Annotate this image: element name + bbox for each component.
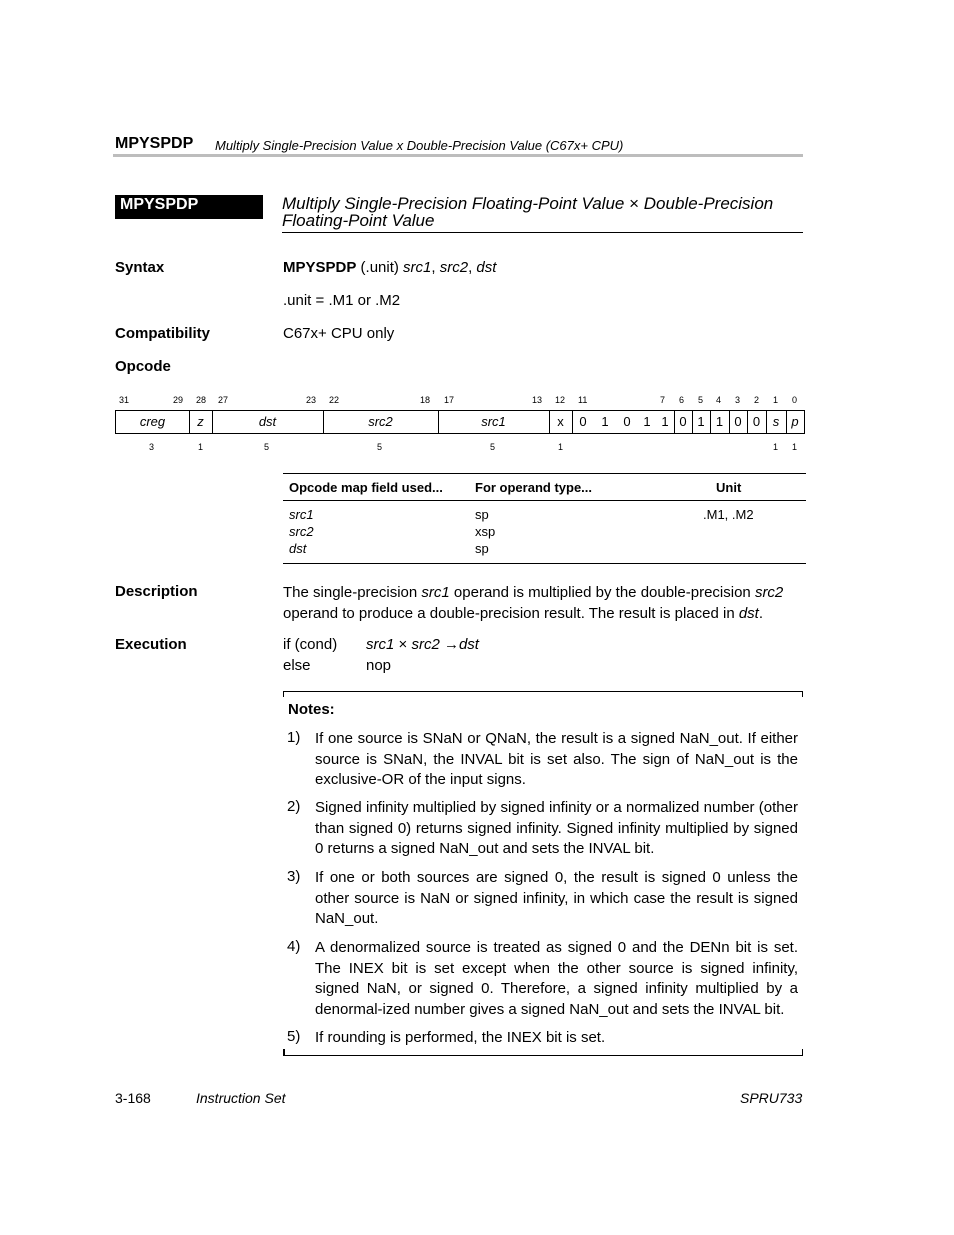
bit-number: 28 <box>196 395 207 405</box>
field-width: 1 <box>773 442 779 452</box>
execution-if: if (cond) <box>283 636 338 653</box>
bit-number: 17 <box>444 395 455 405</box>
description-run: The single-precision <box>283 584 422 601</box>
table-cell: src1 <box>289 507 314 522</box>
bit-number: 23 <box>306 395 317 405</box>
bit-number: 31 <box>119 395 130 405</box>
bit-number: 27 <box>218 395 229 405</box>
table-cell: .M1, .M2 <box>703 507 754 522</box>
table-header: For operand type... <box>475 480 593 495</box>
syntax-comma: , <box>468 259 477 276</box>
bit-number: 0 <box>792 395 798 405</box>
bit-value: 1 <box>697 414 705 429</box>
execution-nop: nop <box>366 657 392 674</box>
execution-label: Execution <box>115 636 187 653</box>
table-header: Opcode map field used... <box>289 480 443 495</box>
syntax-dst: dst <box>476 259 497 276</box>
table-cell: sp <box>475 507 489 522</box>
title-part-a: Multiply Single-Precision Floating-Point Value <box>282 194 625 213</box>
note-text: A denormalized source is treated as signed 0 and the DENn bit is set. The INEX bit is set except when the other source is signed infinity, signed NaN, or signed 0. Therefore, a signed infinity multiplied by a denormal-ized number gives a signed NaN_out and sets the INVAL bit. <box>315 939 798 1018</box>
note-text: Signed infinity multiplied by signed infinity or a normalized number (other than signed 0) returns signed infinity. Signed infinity multiplied by signed 0 returns a signed NaN_out and sets the INVAL bit. <box>315 799 798 857</box>
arrow-symbol: → <box>443 636 459 653</box>
title-line2: Floating-Point Value <box>282 211 435 230</box>
note-number: 1) <box>287 729 301 746</box>
notes-top-rule <box>283 691 803 692</box>
running-header-subtitle: Multiply Single-Precision Value x Double-Precision Value (C67x+ CPU) <box>215 138 624 153</box>
description-text <box>283 583 808 624</box>
exec-dst: dst <box>458 636 479 653</box>
syntax-label: Syntax <box>115 259 165 276</box>
field-width: 1 <box>198 442 204 452</box>
notes-bottom-rule <box>283 1055 803 1056</box>
exec-src2: src2 <box>411 636 440 653</box>
bit-number: 6 <box>679 395 685 405</box>
syntax-unit: (.unit) <box>356 259 404 276</box>
description-run: operand is multiplied by the double-precision <box>449 584 755 601</box>
bit-number: 11 <box>578 395 588 405</box>
bit-number: 29 <box>173 395 184 405</box>
table-cell: sp <box>475 541 489 556</box>
notes-title: Notes: <box>288 701 335 718</box>
exec-src1: src1 <box>366 636 395 653</box>
bit-value: 0 <box>623 414 631 429</box>
field-width: 5 <box>264 442 270 452</box>
bit-number: 5 <box>698 395 704 405</box>
instruction-title <box>282 195 802 229</box>
field-dst: dst <box>258 414 277 429</box>
field-s: s <box>772 414 780 429</box>
field-width: 5 <box>377 442 383 452</box>
table-top-rule <box>283 473 806 474</box>
note-number: 3) <box>287 868 301 885</box>
opcode-diagram <box>115 410 805 434</box>
bit-value: 1 <box>643 414 651 429</box>
times-symbol: × <box>398 636 408 653</box>
notes-corner <box>283 1049 285 1055</box>
bit-value: 0 <box>752 414 761 429</box>
field-z: z <box>197 414 204 429</box>
bit-value: 0 <box>679 414 687 429</box>
note-number: 2) <box>287 798 301 815</box>
page-number: 3-168 <box>115 1090 151 1106</box>
bit-value: 1 <box>601 414 609 429</box>
description-var: src2 <box>754 584 784 601</box>
field-creg: creg <box>139 414 166 429</box>
footer-section: Instruction Set <box>196 1090 286 1106</box>
bit-number: 7 <box>660 395 666 405</box>
times-symbol: × <box>629 194 640 213</box>
title-part-b: Double-Precision <box>643 194 774 213</box>
note-number: 5) <box>287 1028 301 1045</box>
field-width: 1 <box>558 442 564 452</box>
syntax-comma: , <box>431 259 440 276</box>
field-width: 5 <box>490 442 496 452</box>
field-width: 3 <box>149 442 155 452</box>
running-header-title: MPYSPDP <box>115 135 194 152</box>
bit-value: 1 <box>661 414 669 429</box>
table-cell: xsp <box>475 524 496 539</box>
bit-number: 12 <box>555 395 566 405</box>
opcode-label: Opcode <box>115 358 171 375</box>
field-src2: src2 <box>368 414 393 429</box>
syntax-src1: src1 <box>403 259 432 276</box>
bit-value: 1 <box>715 414 724 429</box>
bit-number: 22 <box>329 395 340 405</box>
description-run: operand to produce a double-precision result. The result is placed in <box>283 604 739 622</box>
header-rule <box>113 154 803 157</box>
bit-value: 0 <box>579 414 587 429</box>
syntax-mnemonic: MPYSPDP <box>283 259 357 276</box>
note-text: If one source is SNaN or QNaN, the result is a signed NaN_out. If either source is SNaN, the INVAL bit is set also. The sign of NaN_out is the exclusive-OR of the input signs. <box>315 730 798 788</box>
bit-number: 3 <box>735 395 741 405</box>
bit-number: 13 <box>532 395 543 405</box>
execution-expression <box>366 636 479 653</box>
syntax-line <box>283 259 496 276</box>
notes-corner <box>802 691 803 697</box>
compatibility-label: Compatibility <box>115 325 211 342</box>
execution-else: else <box>283 657 311 674</box>
bit-value: 0 <box>734 414 742 429</box>
field-x: x <box>557 414 564 429</box>
notes-corner <box>802 1049 803 1055</box>
table-cell: dst <box>289 541 307 556</box>
footer-doc-id: SPRU733 <box>740 1090 803 1106</box>
compatibility-value: C67x+ CPU only <box>283 325 395 342</box>
description-var: dst <box>738 604 759 622</box>
field-src1: src1 <box>481 414 506 429</box>
bit-number: 1 <box>773 395 779 405</box>
table-bottom-rule <box>283 563 806 564</box>
title-rule <box>282 232 803 233</box>
field-width: 1 <box>792 442 798 452</box>
table-header-rule <box>283 500 806 501</box>
unit-line: .unit = .M1 or .M2 <box>283 292 401 309</box>
description-run: . <box>758 604 764 622</box>
notes-corner <box>283 691 284 697</box>
table-cell: src2 <box>289 524 314 539</box>
bit-number: 18 <box>420 395 431 405</box>
note-text: If one or both sources are signed 0, the result is signed 0 unless the other source is NaN or signed infinity, in which case the result is signed NaN_out. <box>315 869 798 927</box>
note-text: If rounding is performed, the INEX bit is set. <box>315 1029 606 1046</box>
instruction-tab: MPYSPDP <box>115 195 263 219</box>
bit-number: 4 <box>716 395 722 405</box>
field-p: p <box>791 414 799 429</box>
syntax-src2: src2 <box>439 259 469 276</box>
description-label: Description <box>115 583 198 600</box>
description-var: src1 <box>421 584 450 601</box>
table-header: Unit <box>716 480 742 495</box>
note-number: 4) <box>287 938 301 955</box>
bit-number: 2 <box>754 395 760 405</box>
